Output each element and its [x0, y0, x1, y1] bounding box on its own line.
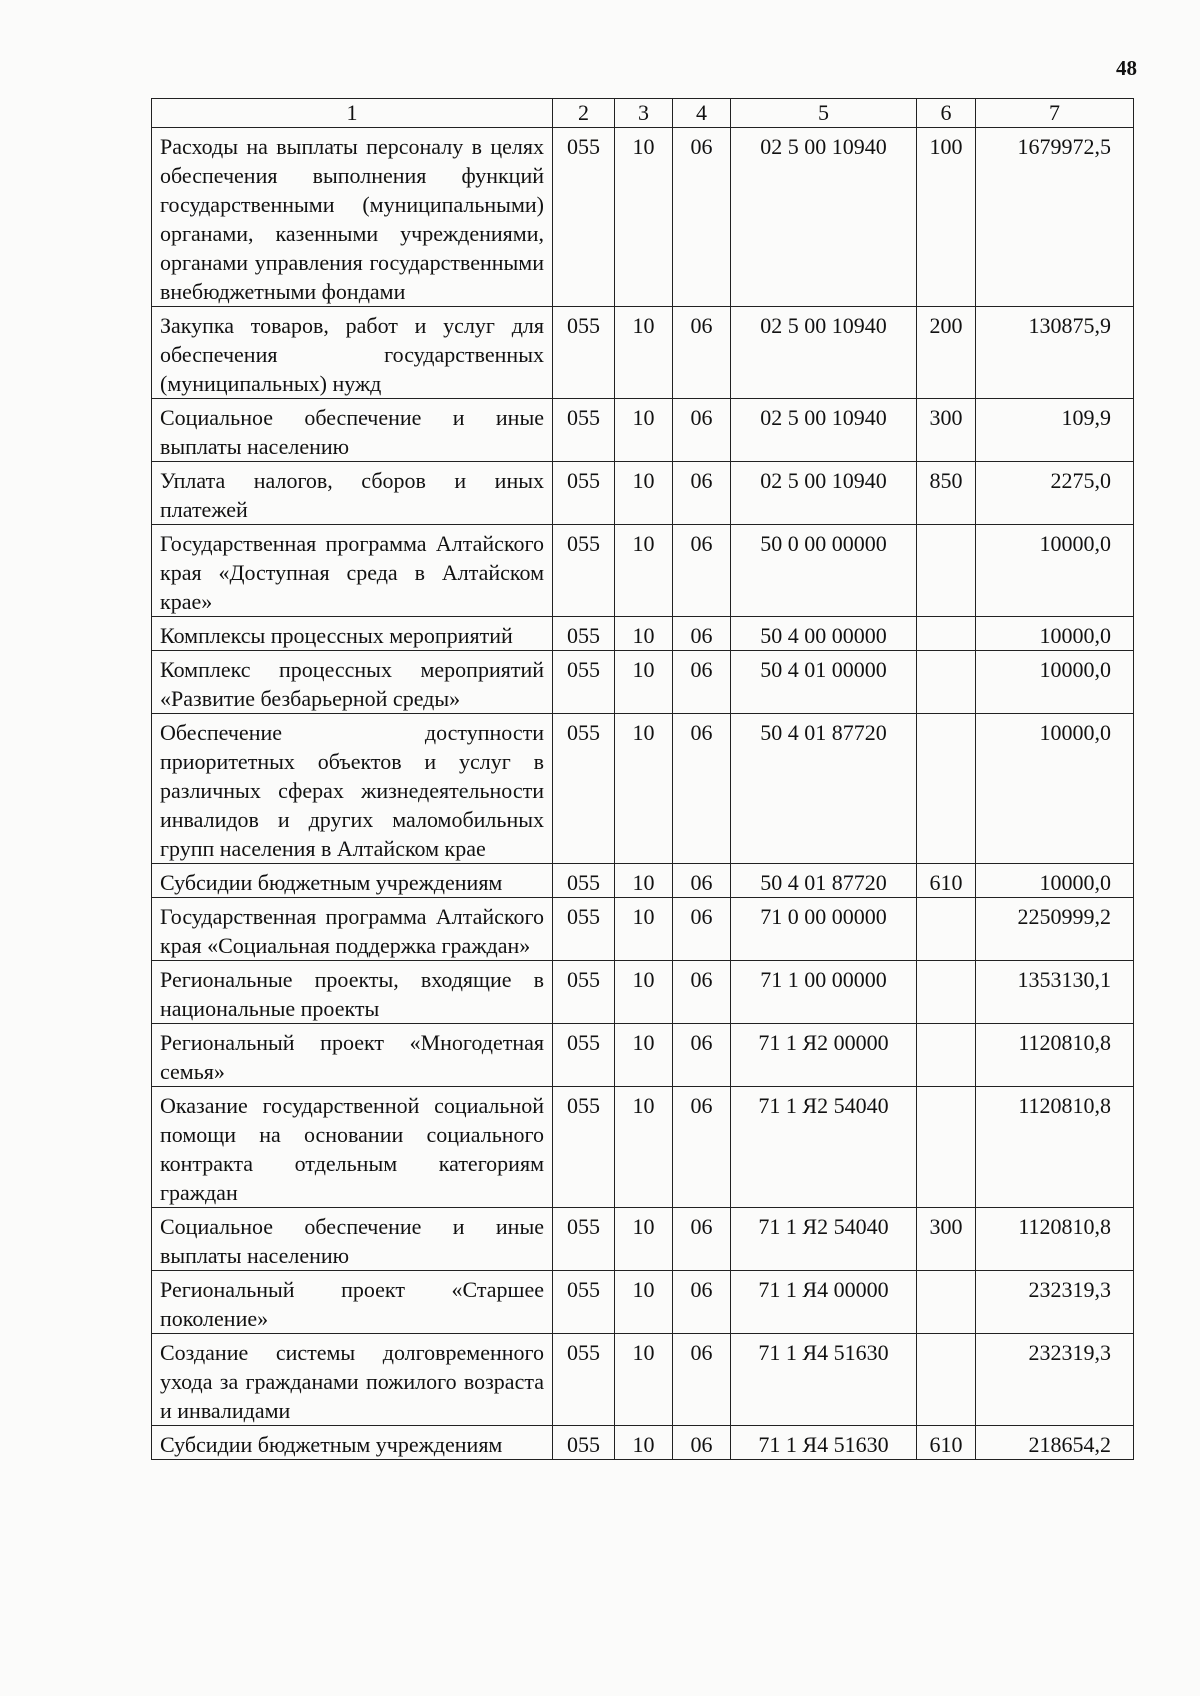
- target-article-cell: 71 1 Я4 51630: [731, 1426, 917, 1460]
- amount-cell: 1679972,5: [976, 128, 1134, 307]
- expense-type-cell: 100: [917, 128, 976, 307]
- section-code-cell: 10: [615, 1271, 673, 1334]
- amount-cell: 1353130,1: [976, 961, 1134, 1024]
- table-row: [152, 898, 1134, 961]
- admin-code-cell: 055: [553, 525, 615, 617]
- amount-cell: 232319,3: [976, 1334, 1134, 1426]
- target-article-cell: 71 1 Я4 51630: [731, 1334, 917, 1426]
- admin-code-cell: 055: [553, 1087, 615, 1208]
- section-code-cell: 10: [615, 1087, 673, 1208]
- table-row: [152, 1334, 1134, 1426]
- section-code-cell: 10: [615, 864, 673, 898]
- admin-code-cell: 055: [553, 1426, 615, 1460]
- expense-type-cell: [917, 1024, 976, 1087]
- section-code-cell: 10: [615, 617, 673, 651]
- expense-type-cell: [917, 898, 976, 961]
- amount-cell: 10000,0: [976, 864, 1134, 898]
- target-article-cell: 50 0 00 00000: [731, 525, 917, 617]
- table-row: [152, 714, 1134, 864]
- subsection-code-cell: 06: [673, 864, 731, 898]
- target-article-cell: 71 1 Я2 54040: [731, 1087, 917, 1208]
- amount-cell: 232319,3: [976, 1271, 1134, 1334]
- section-code-cell: 10: [615, 961, 673, 1024]
- subsection-code-cell: 06: [673, 462, 731, 525]
- admin-code-cell: 055: [553, 462, 615, 525]
- table-row: [152, 1087, 1134, 1208]
- section-code-cell: 10: [615, 307, 673, 399]
- amount-cell: 10000,0: [976, 525, 1134, 617]
- expense-type-cell: [917, 1087, 976, 1208]
- target-article-cell: 71 1 Я2 00000: [731, 1024, 917, 1087]
- column-header: 3: [615, 99, 673, 128]
- section-code-cell: 10: [615, 399, 673, 462]
- table-body: [152, 128, 1134, 1460]
- expense-type-cell: 300: [917, 1208, 976, 1271]
- amount-cell: 1120810,8: [976, 1208, 1134, 1271]
- subsection-code-cell: 06: [673, 1334, 731, 1426]
- budget-table: [151, 98, 1134, 1460]
- section-code-cell: 10: [615, 1024, 673, 1087]
- expense-name-cell: Субсидии бюджетным учреждениям: [152, 864, 553, 898]
- amount-cell: 1120810,8: [976, 1024, 1134, 1087]
- expense-type-cell: [917, 1334, 976, 1426]
- target-article-cell: 71 1 00 00000: [731, 961, 917, 1024]
- column-header: 4: [673, 99, 731, 128]
- target-article-cell: 50 4 01 87720: [731, 864, 917, 898]
- admin-code-cell: 055: [553, 714, 615, 864]
- expense-type-cell: 610: [917, 864, 976, 898]
- expense-name-cell: Социальное обеспечение и иные выплаты населению: [152, 1208, 553, 1271]
- column-header: 5: [731, 99, 917, 128]
- target-article-cell: 50 4 01 87720: [731, 714, 917, 864]
- table-row: [152, 1024, 1134, 1087]
- amount-cell: 10000,0: [976, 617, 1134, 651]
- page-number: 48: [1116, 56, 1137, 80]
- table-row: [152, 399, 1134, 462]
- admin-code-cell: 055: [553, 399, 615, 462]
- column-header: 7: [976, 99, 1134, 128]
- amount-cell: 218654,2: [976, 1426, 1134, 1460]
- target-article-cell: 02 5 00 10940: [731, 462, 917, 525]
- expense-type-cell: 610: [917, 1426, 976, 1460]
- target-article-cell: 50 4 01 00000: [731, 651, 917, 714]
- subsection-code-cell: 06: [673, 714, 731, 864]
- expense-name-cell: Региональные проекты, входящие в национальные проекты: [152, 961, 553, 1024]
- expense-type-cell: [917, 651, 976, 714]
- admin-code-cell: 055: [553, 617, 615, 651]
- target-article-cell: 02 5 00 10940: [731, 128, 917, 307]
- expense-type-cell: [917, 617, 976, 651]
- subsection-code-cell: 06: [673, 651, 731, 714]
- expense-name-cell: Государственная программа Алтайского края «Доступная среда в Алтайском крае»: [152, 525, 553, 617]
- expense-name-cell: Расходы на выплаты персоналу в целях обеспечения выполнения функций государственными (муниципальными) органами, казенными учреждениями, органами управления государственными внебюджетными фондами: [152, 128, 553, 307]
- table-row: [152, 961, 1134, 1024]
- expense-name-cell: Социальное обеспечение и иные выплаты населению: [152, 399, 553, 462]
- subsection-code-cell: 06: [673, 961, 731, 1024]
- admin-code-cell: 055: [553, 1271, 615, 1334]
- section-code-cell: 10: [615, 651, 673, 714]
- expense-name-cell: Комплексы процессных мероприятий: [152, 617, 553, 651]
- admin-code-cell: 055: [553, 864, 615, 898]
- section-code-cell: 10: [615, 898, 673, 961]
- expense-name-cell: Закупка товаров, работ и услуг для обеспечения государственных (муниципальных) нужд: [152, 307, 553, 399]
- expense-type-cell: [917, 525, 976, 617]
- subsection-code-cell: 06: [673, 128, 731, 307]
- section-code-cell: 10: [615, 1208, 673, 1271]
- expense-name-cell: Региональный проект «Многодетная семья»: [152, 1024, 553, 1087]
- amount-cell: 2250999,2: [976, 898, 1134, 961]
- target-article-cell: 71 1 Я2 54040: [731, 1208, 917, 1271]
- target-article-cell: 71 0 00 00000: [731, 898, 917, 961]
- admin-code-cell: 055: [553, 961, 615, 1024]
- section-code-cell: 10: [615, 714, 673, 864]
- expense-type-cell: 850: [917, 462, 976, 525]
- target-article-cell: 50 4 00 00000: [731, 617, 917, 651]
- admin-code-cell: 055: [553, 1024, 615, 1087]
- expense-name-cell: Создание системы долговременного ухода за гражданами пожилого возраста и инвалидами: [152, 1334, 553, 1426]
- column-header: 2: [553, 99, 615, 128]
- admin-code-cell: 055: [553, 898, 615, 961]
- admin-code-cell: 055: [553, 651, 615, 714]
- expense-type-cell: [917, 714, 976, 864]
- table-row: [152, 1208, 1134, 1271]
- amount-cell: 10000,0: [976, 651, 1134, 714]
- expense-name-cell: Комплекс процессных мероприятий «Развитие безбарьерной среды»: [152, 651, 553, 714]
- table-row: [152, 1426, 1134, 1460]
- column-header: 6: [917, 99, 976, 128]
- header-row: [152, 99, 1134, 128]
- target-article-cell: 02 5 00 10940: [731, 307, 917, 399]
- section-code-cell: 10: [615, 128, 673, 307]
- table-row: [152, 462, 1134, 525]
- section-code-cell: 10: [615, 525, 673, 617]
- table-row: [152, 307, 1134, 399]
- table-row: [152, 864, 1134, 898]
- table-row: [152, 128, 1134, 307]
- expense-name-cell: Уплата налогов, сборов и иных платежей: [152, 462, 553, 525]
- amount-cell: 10000,0: [976, 714, 1134, 864]
- table-row: [152, 617, 1134, 651]
- subsection-code-cell: 06: [673, 1024, 731, 1087]
- amount-cell: 130875,9: [976, 307, 1134, 399]
- admin-code-cell: 055: [553, 128, 615, 307]
- section-code-cell: 10: [615, 1334, 673, 1426]
- table-row: [152, 651, 1134, 714]
- section-code-cell: 10: [615, 462, 673, 525]
- section-code-cell: 10: [615, 1426, 673, 1460]
- expense-name-cell: Региональный проект «Старшее поколение»: [152, 1271, 553, 1334]
- admin-code-cell: 055: [553, 1334, 615, 1426]
- expense-type-cell: 300: [917, 399, 976, 462]
- table-row: [152, 1271, 1134, 1334]
- amount-cell: 109,9: [976, 399, 1134, 462]
- expense-type-cell: [917, 1271, 976, 1334]
- expense-name-cell: Оказание государственной социальной помощи на основании социального контракта отдельным категориям граждан: [152, 1087, 553, 1208]
- subsection-code-cell: 06: [673, 525, 731, 617]
- expense-name-cell: Субсидии бюджетным учреждениям: [152, 1426, 553, 1460]
- subsection-code-cell: 06: [673, 1426, 731, 1460]
- subsection-code-cell: 06: [673, 617, 731, 651]
- subsection-code-cell: 06: [673, 1087, 731, 1208]
- table-row: [152, 525, 1134, 617]
- target-article-cell: 71 1 Я4 00000: [731, 1271, 917, 1334]
- amount-cell: 2275,0: [976, 462, 1134, 525]
- admin-code-cell: 055: [553, 307, 615, 399]
- column-header: 1: [152, 99, 553, 128]
- expense-name-cell: Государственная программа Алтайского края «Социальная поддержка граждан»: [152, 898, 553, 961]
- target-article-cell: 02 5 00 10940: [731, 399, 917, 462]
- subsection-code-cell: 06: [673, 1208, 731, 1271]
- admin-code-cell: 055: [553, 1208, 615, 1271]
- subsection-code-cell: 06: [673, 898, 731, 961]
- subsection-code-cell: 06: [673, 399, 731, 462]
- amount-cell: 1120810,8: [976, 1087, 1134, 1208]
- subsection-code-cell: 06: [673, 307, 731, 399]
- expense-type-cell: 200: [917, 307, 976, 399]
- subsection-code-cell: 06: [673, 1271, 731, 1334]
- expense-type-cell: [917, 961, 976, 1024]
- expense-name-cell: Обеспечение доступности приоритетных объектов и услуг в различных сферах жизнедеятельности инвалидов и других маломобильных групп населения в Алтайском крае: [152, 714, 553, 864]
